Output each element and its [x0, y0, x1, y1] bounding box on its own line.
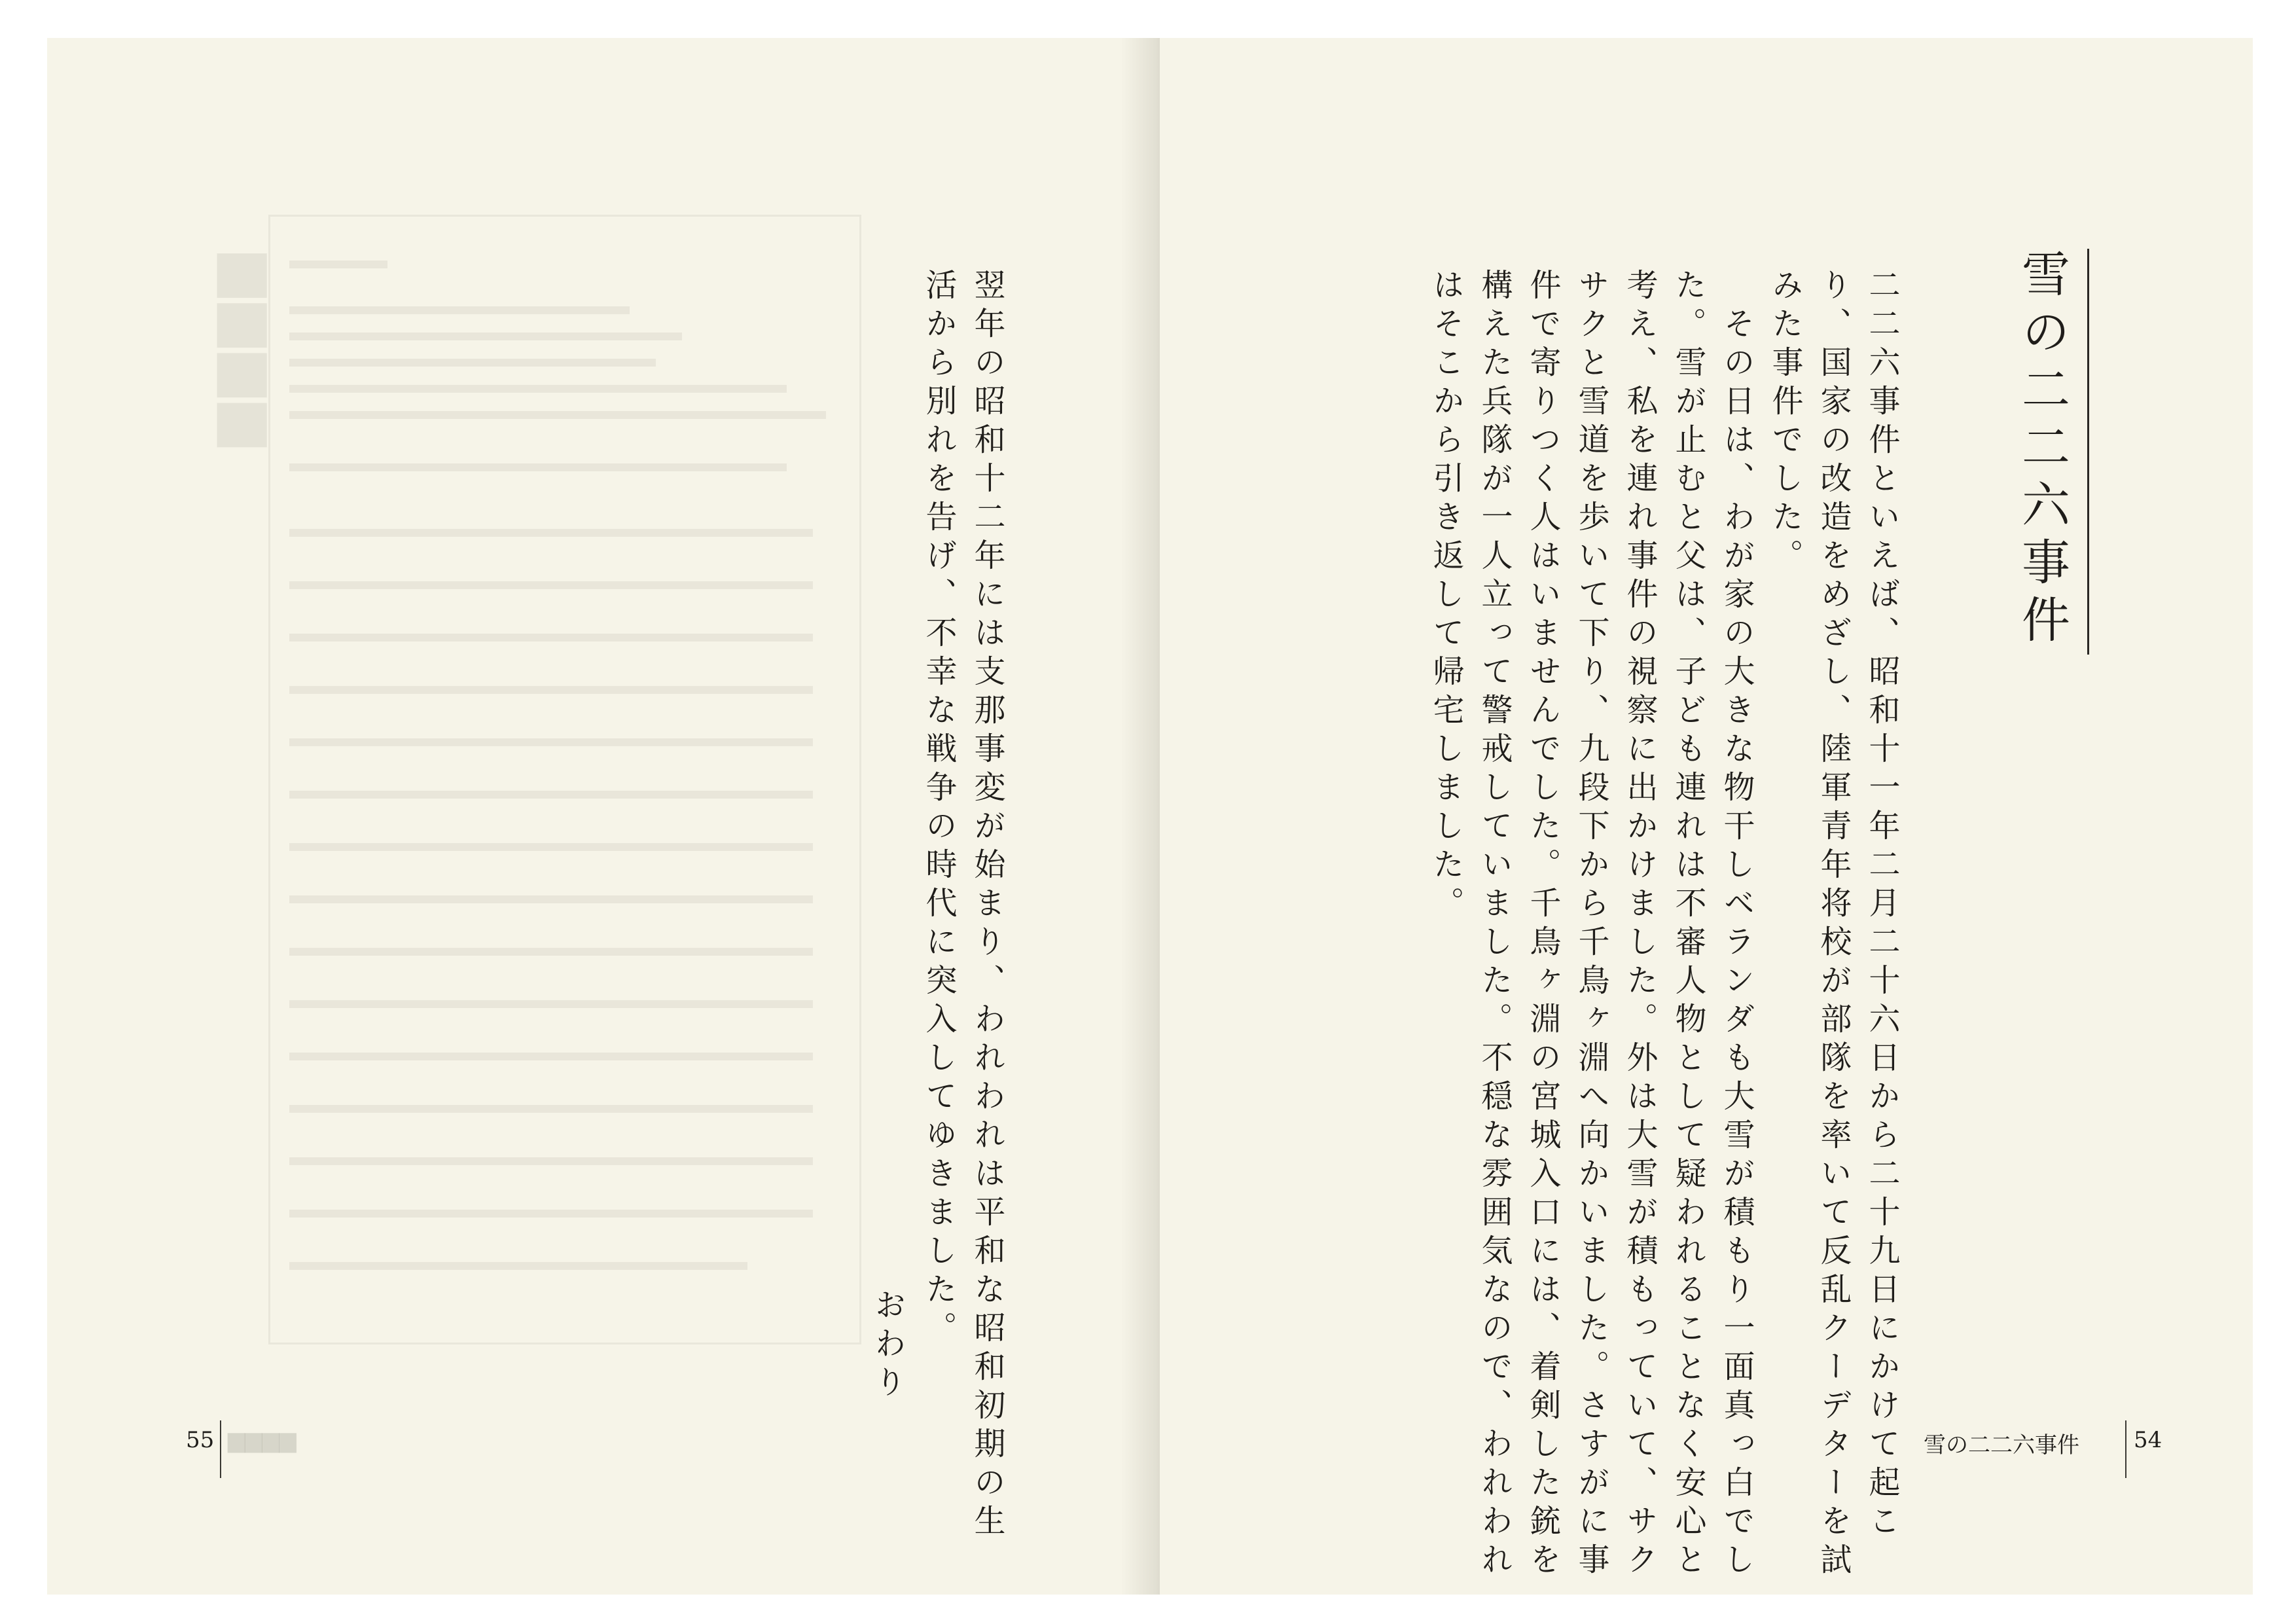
body-line: 翌年の昭和十二年には支那事変が始まり、われわれは平和な昭和初期の生	[969, 268, 1005, 1543]
body-line: 活から別れを告げ、不幸な戦争の時代に突入してゆきました。	[920, 268, 957, 1350]
body-line: 考え、私を連れ事件の視察に出かけました。外は大雪が積もっていて、サク	[1621, 268, 1658, 1581]
footer-rule-left	[220, 1420, 221, 1478]
show-through-line	[289, 1262, 747, 1270]
page-number-right: 54	[2134, 1427, 2162, 1453]
show-through-line	[289, 791, 813, 799]
body-line: その日は、わが家の大きな物干しベランダも大雪が積もり一面真っ白でし	[1718, 268, 1755, 1581]
right-page	[1160, 38, 2253, 1595]
show-through-line	[289, 261, 387, 268]
book-spread	[47, 38, 2253, 1595]
body-line: 件で寄りつく人はいませんでした。千鳥ヶ淵の宮城入口には、着剣した銃を	[1524, 268, 1561, 1581]
left-page	[47, 38, 1160, 1595]
show-through-heading: ▆▆▆▆	[217, 254, 283, 454]
body-line: り、国家の改造をめざし、陸軍青年将校が部隊を率いて反乱クーデターを試	[1815, 268, 1852, 1581]
chapter-title: 雪の二二六事件	[2007, 249, 2089, 655]
show-through-line	[289, 1105, 813, 1113]
show-through-line	[289, 1157, 813, 1165]
left-body-text	[914, 268, 1011, 1543]
show-through-line	[289, 359, 656, 367]
show-through-line	[289, 1000, 813, 1008]
right-body-text	[1422, 268, 1906, 1581]
show-through-line	[289, 843, 813, 851]
show-through-line	[289, 463, 787, 471]
show-through-line	[289, 333, 682, 340]
show-through-line	[289, 385, 787, 393]
show-through-line	[289, 529, 813, 537]
show-through-line	[289, 948, 813, 956]
body-line: た。雪が止むと父は、子ども連れは不審人物として疑われることなく安心と	[1670, 268, 1706, 1581]
body-line: 構えた兵隊が一人立って警戒していました。不穏な雰囲気なので、われわれ	[1476, 268, 1513, 1581]
show-through-line	[289, 1053, 813, 1060]
show-through-line	[289, 1210, 813, 1218]
show-through-line	[289, 581, 813, 589]
show-through-line	[289, 895, 813, 903]
body-line: 二二六事件といえば、昭和十一年二月二十六日から二十九日にかけて起こ	[1863, 268, 1900, 1543]
running-head: 雪の二二六事件	[1924, 1432, 2079, 1458]
end-mark: おわり	[869, 1288, 906, 1404]
show-through-texture	[217, 215, 872, 1399]
show-through-running-head: ▆▆▆▆	[228, 1427, 296, 1453]
show-through-line	[289, 411, 826, 419]
body-line: サクと雪道を歩いて下り、九段下から千鳥ヶ淵へ向かいました。さすがに事	[1573, 268, 1609, 1581]
show-through-frame	[268, 215, 861, 1344]
page-number-left: 55	[186, 1427, 215, 1453]
body-line: みた事件でした。	[1767, 268, 1803, 577]
show-through-line	[289, 686, 813, 694]
show-through-line	[289, 306, 630, 314]
show-through-line	[289, 738, 813, 746]
show-through-line	[289, 634, 813, 641]
body-line: はそこから引き返して帰宅しました。	[1427, 268, 1464, 925]
footer-rule-right	[2125, 1420, 2126, 1478]
